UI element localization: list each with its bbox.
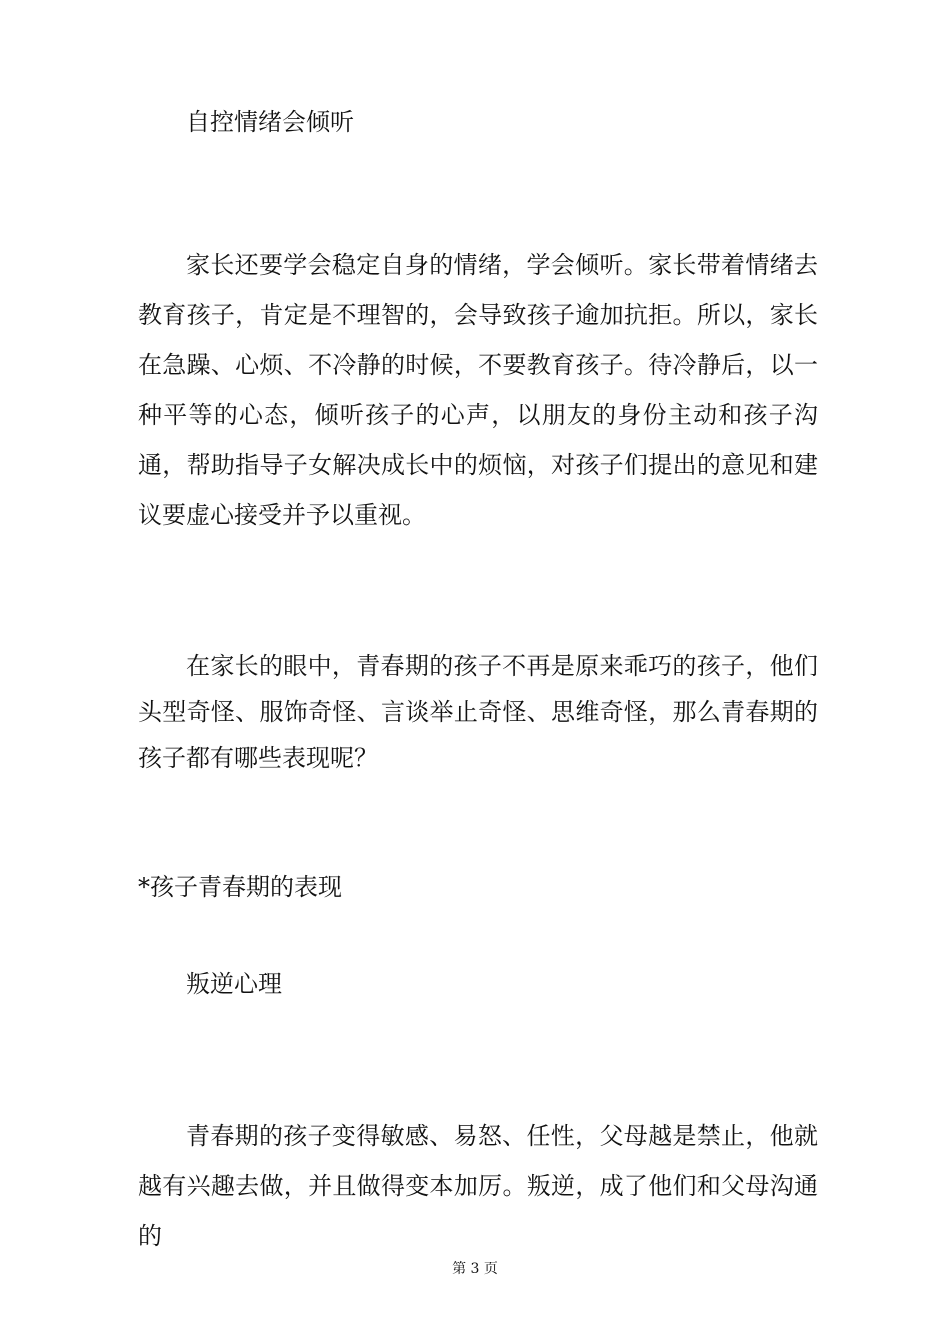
page-number: 第 3 页 — [452, 1261, 498, 1277]
section-heading-adolescence: *孩子青春期的表现 — [138, 873, 342, 901]
paragraph-parents-view: 在家长的眼中，青春期的孩子不再是原来乖巧的孩子，他们头型奇怪、服饰奇怪、言谈举止奇怪、思维奇怪，那么青春期的孩子都有哪些表现呢？ — [138, 652, 818, 772]
subheading-rebellion: 叛逆心理 — [186, 970, 282, 998]
paragraph-listening: 家长还要学会稳定自身的情绪，学会倾听。家长带着情绪去教育孩子，肯定是不理智的，会导致孩子逾加抗拒。所以，家长在急躁、心烦、不冷静的时候，不要教育孩子。待冷静后，以一种平等的心态，倾听孩子的心声，以朋友的身份主动和孩子沟通，帮助指导子女解决成长中的烦恼，对孩子们提出的意见和建议要虚心接受并予以重视。 — [138, 251, 818, 529]
subheading-emotion-control: 自控情绪会倾听 — [186, 108, 354, 136]
paragraph-rebellion: 青春期的孩子变得敏感、易怒、任性，父母越是禁止，他就越有兴趣去做，并且做得变本加厉。叛逆，成了他们和父母沟通的 — [138, 1122, 818, 1250]
